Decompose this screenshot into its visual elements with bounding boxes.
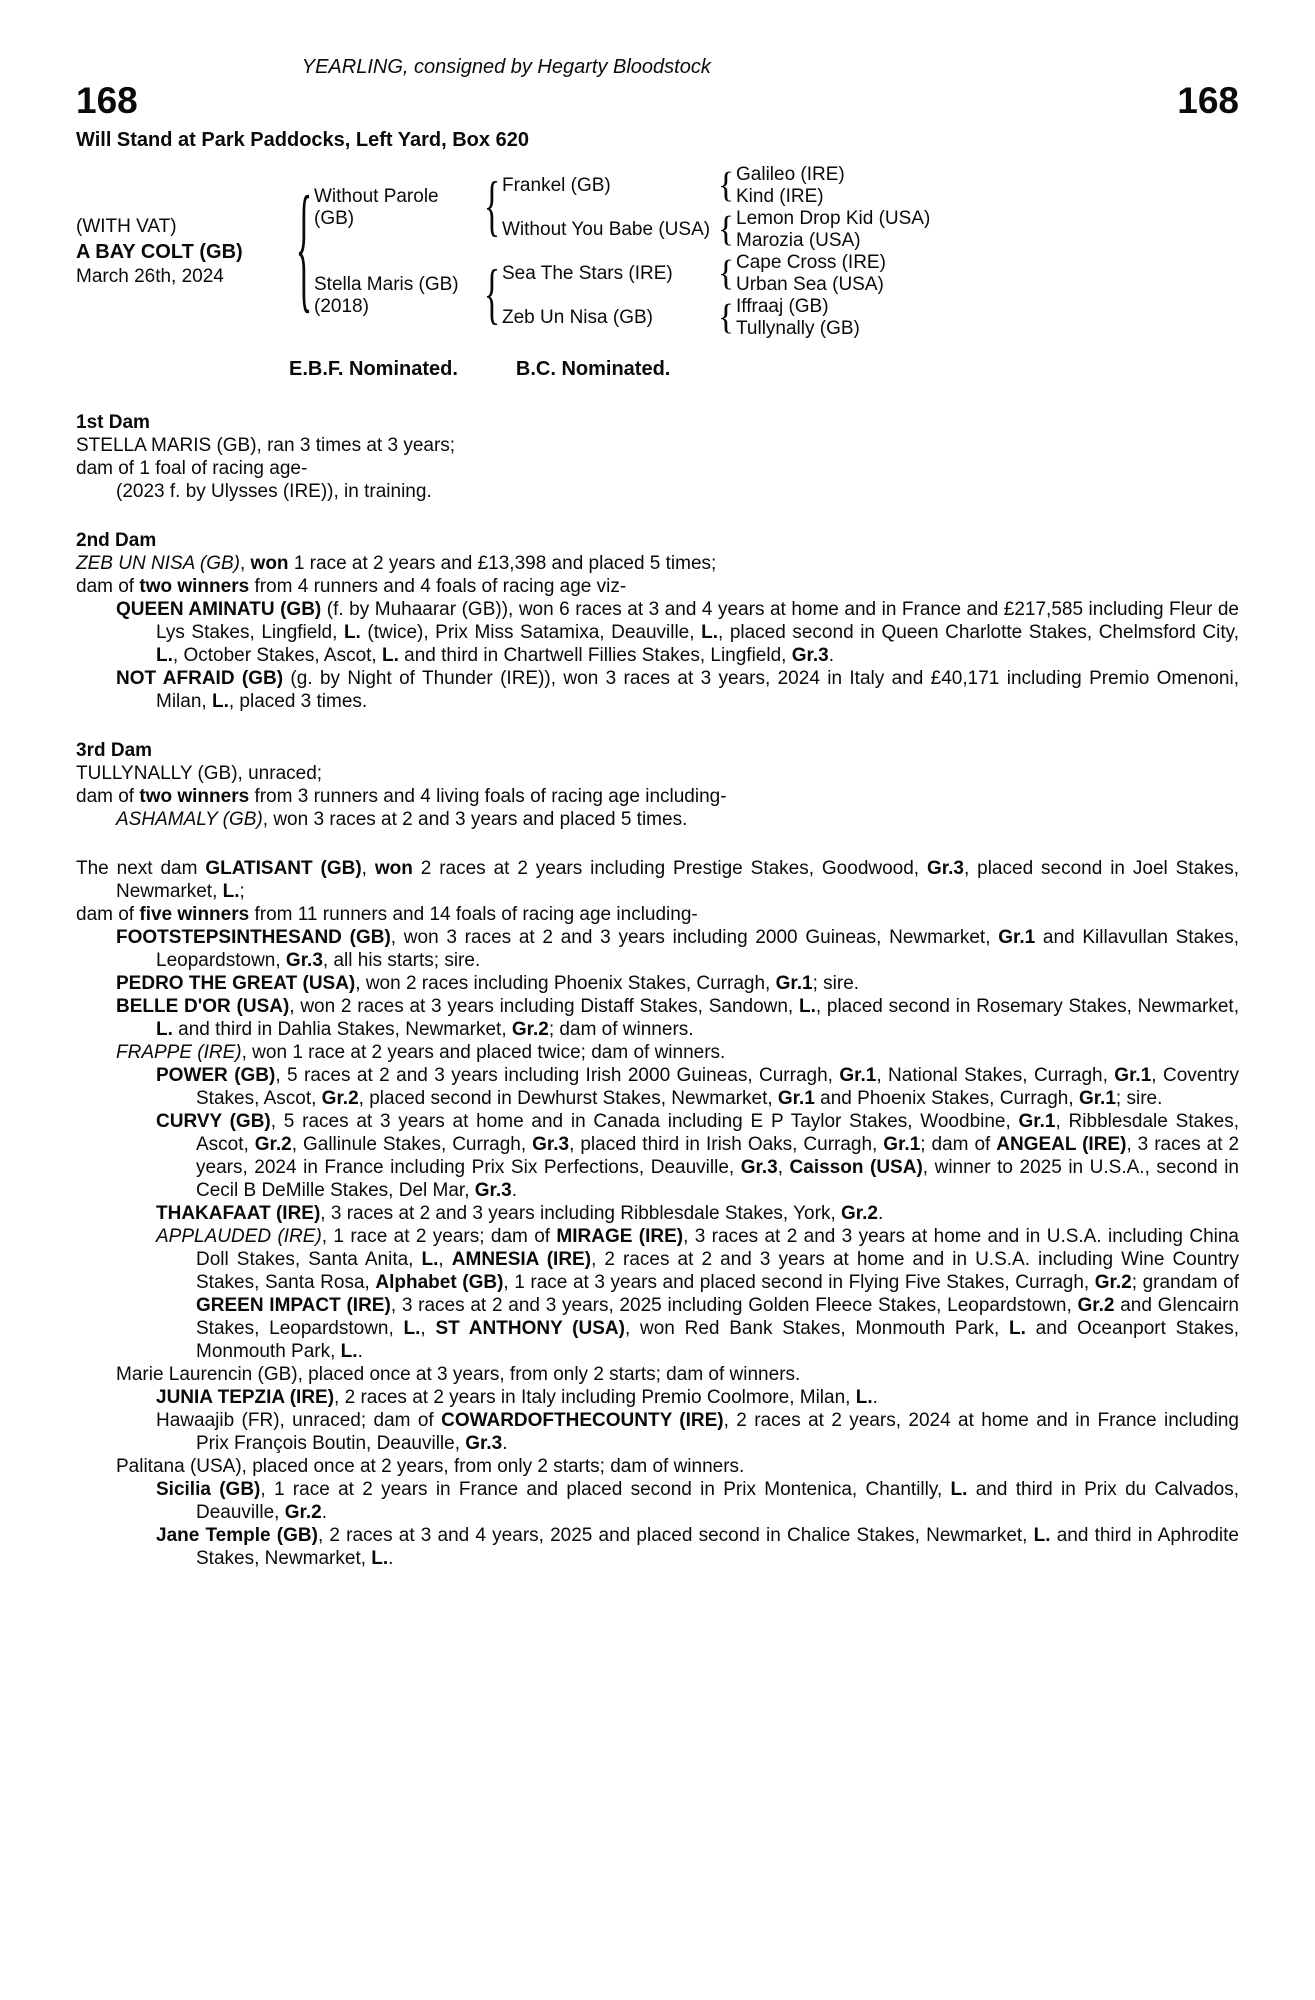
text-run: JUNIA TEPZIA (IRE): [156, 1387, 335, 1408]
text-run: , 5 races at 3 years at home and in Canada including E P Taylor Stakes, Woodbine,: [270, 1111, 1019, 1132]
catalogue-paragraph: [76, 1225, 1239, 1363]
text-run: Gr.3: [532, 1134, 570, 1155]
catalogue-paragraph: [76, 575, 1239, 598]
section-heading: 1st Dam: [76, 412, 150, 433]
text-run: The next dam: [76, 858, 206, 879]
text-run: L.: [421, 1249, 439, 1270]
text-run: NOT AFRAID (GB): [116, 668, 284, 689]
vat-note: (WITH VAT): [76, 216, 177, 237]
text-run: ,: [239, 553, 251, 574]
dam-dam-parents: [736, 296, 958, 340]
catalogue-paragraph: [76, 1524, 1239, 1570]
text-run: L.: [950, 1479, 968, 1500]
catalogue-paragraph: [76, 1064, 1239, 1110]
text-run: from 3 runners and 4 living foals of racing age including-: [249, 786, 727, 807]
catalogue-paragraph: [76, 785, 1239, 808]
text-run: and Killavullan Stakes, Leopardstown,: [156, 927, 1239, 971]
text-run: STELLA MARIS (GB), ran 3 times at 3 years;: [76, 435, 456, 456]
text-run: THAKAFAAT (IRE): [156, 1203, 321, 1224]
text-run: L.: [855, 1387, 873, 1408]
text-run: L.: [340, 1341, 358, 1362]
text-run: Gr.1: [998, 927, 1036, 948]
catalogue-paragraph: [76, 995, 1239, 1041]
sire-sire-parents: [736, 164, 958, 208]
subject-block: [76, 216, 294, 288]
text-run: , won 3 races at 2 and 3 years including 2000 Guineas, Newmarket,: [390, 927, 999, 948]
text-run: ; sire.: [812, 973, 860, 994]
catalogue-paragraph: [76, 457, 1239, 480]
catalogue-paragraph: [76, 857, 1239, 903]
sire-dam-sire: Lemon Drop Kid (USA): [736, 208, 931, 229]
text-run: Gr.2: [511, 1019, 549, 1040]
text-run: Sicilia (GB): [156, 1479, 261, 1500]
text-run: dam of 1 foal of racing age-: [76, 458, 308, 479]
text-run: , Coventry Stakes, Ascot,: [196, 1065, 1240, 1109]
catalogue-body: [76, 411, 1239, 1570]
sire-sire-sire: Galileo (IRE): [736, 164, 845, 185]
catalogue-paragraph: [76, 1386, 1239, 1409]
text-run: , Gallinule Stakes, Curragh,: [291, 1134, 533, 1155]
brace-sire-parents: {: [483, 170, 501, 244]
text-run: L.: [343, 622, 361, 643]
text-run: ASHAMALY (GB): [116, 809, 263, 830]
text-run: L.: [371, 1548, 389, 1569]
brace-dam-dam-parents: {: [717, 298, 735, 337]
pedigree-section: [76, 857, 1239, 1570]
text-run: QUEEN AMINATU (GB): [116, 599, 322, 620]
text-run: five winners: [139, 904, 250, 925]
bc-nominated-label: B.C. Nominated.: [515, 358, 671, 380]
text-run: dam of: [76, 576, 140, 597]
catalogue-paragraph: [76, 480, 1239, 503]
text-run: Gr.1: [775, 973, 813, 994]
text-run: .: [388, 1548, 394, 1569]
text-run: , won 2 races including Phoenix Stakes, Curragh,: [355, 973, 776, 994]
text-run: , 2 races at 3 and 4 years, 2025 and placed second in Chalice Stakes, Newmarket,: [317, 1525, 1034, 1546]
lot-number-left: 168: [76, 80, 138, 121]
text-run: Gr.3: [791, 645, 829, 666]
text-run: two winners: [139, 786, 250, 807]
brace-sire-dam-parents: {: [717, 210, 735, 249]
catalogue-paragraph: [76, 552, 1239, 575]
text-run: ;: [239, 881, 245, 902]
text-run: ,: [438, 1249, 452, 1270]
text-run: FOOTSTEPSINTHESAND (GB): [116, 927, 391, 948]
text-run: 1 race at 2 years and £13,398 and placed 5 times;: [288, 553, 717, 574]
text-run: ST ANTHONY (USA): [435, 1318, 625, 1339]
lot-number-right: 168: [1177, 80, 1239, 121]
catalogue-paragraph: [76, 808, 1239, 831]
text-run: , 5 races at 2 and 3 years including Irish 2000 Guineas, Curragh,: [275, 1065, 840, 1086]
text-run: , 2 races at 2 and 3 years at home and in U.S.A. including Wine Country Stakes, Santa Rosa,: [196, 1249, 1239, 1293]
text-run: GREEN IMPACT (IRE): [196, 1295, 391, 1316]
text-run: won: [250, 553, 289, 574]
text-run: , placed third in Irish Oaks, Curragh,: [569, 1134, 884, 1155]
text-run: , 1 race at 3 years and placed second in Flying Five Stakes, Curragh,: [503, 1272, 1095, 1293]
catalogue-paragraph: [76, 1478, 1239, 1524]
text-run: Gr.3: [474, 1180, 512, 1201]
text-run: , placed 3 times.: [228, 691, 368, 712]
catalogue-paragraph: [76, 1202, 1239, 1225]
dam-subtree: [314, 252, 958, 340]
text-run: Jane Temple (GB): [156, 1525, 318, 1546]
text-run: , winner to 2025 in U.S.A., second in Cecil B DeMille Stakes, Del Mar,: [196, 1157, 1239, 1201]
text-run: dam of: [76, 904, 140, 925]
text-run: Gr.1: [777, 1088, 815, 1109]
text-run: ; dam of winners.: [548, 1019, 694, 1040]
text-run: , 1 race at 2 years in France and placed second in Prix Montenica, Chantilly,: [260, 1479, 951, 1500]
text-run: GLATISANT (GB): [205, 858, 362, 879]
text-run: dam of: [76, 786, 140, 807]
nominations-row: [289, 358, 1239, 381]
text-run: and third in Chartwell Fillies Stakes, Lingfield,: [398, 645, 792, 666]
text-run: FRAPPE (IRE): [116, 1042, 242, 1063]
catalogue-paragraph: [76, 667, 1239, 713]
text-run: , 2 races at 2 years in Italy including Premio Coolmore, Milan,: [334, 1387, 856, 1408]
sire-dam-subtree: [502, 208, 958, 252]
sire-dam-parents: [736, 208, 958, 252]
text-run: , placed second in Rosemary Stakes, Newmarket,: [815, 996, 1239, 1017]
text-run: Gr.3: [740, 1157, 778, 1178]
text-run: , National Stakes, Curragh,: [876, 1065, 1115, 1086]
catalogue-paragraph: [76, 972, 1239, 995]
text-run: from 11 runners and 14 foals of racing age including-: [249, 904, 698, 925]
ebf-nominated-label: E.B.F. Nominated.: [289, 358, 458, 380]
text-run: , 1 race at 2 years; dam of: [321, 1226, 557, 1247]
text-run: L.: [211, 691, 229, 712]
text-run: Alphabet (GB): [375, 1272, 504, 1293]
dam-name: Stella Maris (GB) (2018): [314, 274, 459, 317]
catalogue-paragraph: [76, 762, 1239, 785]
sire-sire-name: Frankel (GB): [502, 175, 611, 196]
text-run: Gr.2: [321, 1088, 359, 1109]
text-run: from 4 runners and 4 foals of racing age viz-: [249, 576, 627, 597]
text-run: and third in Dahlia Stakes, Newmarket,: [172, 1019, 512, 1040]
text-run: PEDRO THE GREAT (USA): [116, 973, 356, 994]
text-run: .: [828, 645, 834, 666]
text-run: TULLYNALLY (GB), unraced;: [76, 763, 323, 784]
generation-1-column: [314, 164, 958, 340]
text-run: .: [511, 1180, 518, 1201]
dam-dam-sire: Iffraaj (GB): [736, 296, 829, 317]
text-run: L.: [1033, 1525, 1051, 1546]
sire-sire-dam: Kind (IRE): [736, 186, 824, 207]
text-run: , Ribblesdale Stakes, Ascot,: [196, 1111, 1239, 1155]
text-run: (f. by Muhaarar (GB)), won 6 races at 3 and 4 years at home and in France and £217,585 including Fleur de Lys Stakes, Lingfield,: [156, 599, 1239, 643]
text-run: ; grandam of: [1131, 1272, 1239, 1293]
text-run: ,: [361, 858, 375, 879]
catalogue-paragraph: [76, 1363, 1239, 1386]
text-run: Gr.2: [841, 1203, 878, 1224]
text-run: L.: [701, 622, 718, 643]
dam-parents-column: [502, 252, 958, 340]
text-run: ; dam of: [920, 1134, 997, 1155]
text-run: Gr.2: [284, 1502, 322, 1523]
dam-sire-sire: Cape Cross (IRE): [736, 252, 886, 273]
text-run: , placed second in Joel Stakes, Newmarket,: [116, 858, 1239, 902]
text-run: Gr.1: [839, 1065, 877, 1086]
catalogue-paragraph: [76, 1041, 1239, 1064]
text-run: COWARDOFTHECOUNTY (IRE): [441, 1410, 724, 1431]
pedigree-section: [76, 739, 1239, 831]
text-run: Gr.1: [1078, 1088, 1116, 1109]
text-run: Gr.3: [926, 858, 964, 879]
brace-dam-sire-parents: {: [717, 254, 735, 293]
text-run: Gr.1: [1114, 1065, 1152, 1086]
text-run: .: [357, 1341, 363, 1362]
text-run: Gr.1: [1018, 1111, 1056, 1132]
dam-sire-name: Sea The Stars (IRE): [502, 263, 673, 284]
text-run: 2 races at 2 years including Prestige Stakes, Goodwood,: [412, 858, 927, 879]
brace-generation-1: {: [295, 172, 313, 328]
text-run: and Phoenix Stakes, Curragh,: [814, 1088, 1079, 1109]
catalogue-paragraph: [76, 1455, 1239, 1478]
text-run: and Oceanport Stakes, Monmouth Park,: [196, 1318, 1239, 1362]
text-run: (twice), Prix Miss Satamixa, Deauville,: [360, 622, 702, 643]
text-run: L.: [156, 1019, 173, 1040]
subject-name: A BAY COLT (GB): [76, 241, 243, 263]
text-run: Gr.2: [254, 1134, 292, 1155]
text-run: , won 1 race at 2 years and placed twice; dam of winners.: [241, 1042, 726, 1063]
text-run: , won Red Bank Stakes, Monmouth Park,: [624, 1318, 1010, 1339]
consignor-line: YEARLING, consigned by Hegarty Bloodstock: [301, 56, 711, 78]
text-run: CURVY (GB): [156, 1111, 271, 1132]
text-run: .: [502, 1433, 508, 1454]
sire-subtree: [314, 164, 958, 252]
text-run: APPLAUDED (IRE): [156, 1226, 322, 1247]
catalogue-paragraph: [76, 926, 1239, 972]
text-run: and third in Prix du Calvados, Deauville,: [196, 1479, 1239, 1523]
text-run: , 3 races at 2 and 3 years, 2025 including Golden Fleece Stakes, Leopardstown,: [390, 1295, 1078, 1316]
catalogue-paragraph: [76, 1110, 1239, 1202]
text-run: MIRAGE (IRE): [556, 1226, 684, 1247]
text-run: , placed second in Queen Charlotte Stakes, Chelmsford City,: [717, 622, 1239, 643]
dam-dam-dam: Tullynally (GB): [736, 318, 860, 339]
pedigree-tree: [76, 164, 1239, 340]
dam-dam-name: Zeb Un Nisa (GB): [502, 307, 653, 328]
text-run: Marie Laurencin (GB), placed once at 3 years, from only 2 starts; dam of winners.: [116, 1364, 801, 1385]
catalogue-paragraph: [76, 1409, 1239, 1455]
text-run: , 3 races at 2 years, 2024 in France including Prix Six Perfections, Deauville,: [196, 1134, 1240, 1178]
text-run: Gr.2: [1077, 1295, 1115, 1316]
sire-parents-column: [502, 164, 958, 252]
text-run: .: [321, 1502, 327, 1523]
lot-number-row: [76, 81, 1239, 121]
text-run: , all his starts; sire.: [322, 950, 481, 971]
text-run: L.: [403, 1318, 421, 1339]
section-heading: 2nd Dam: [76, 530, 157, 551]
text-run: BELLE D'OR (USA): [116, 996, 290, 1017]
text-run: L.: [156, 645, 173, 666]
sire-dam-name: Without You Babe (USA): [502, 219, 711, 240]
text-run: , 3 races at 2 and 3 years including Ribblesdale Stakes, York,: [320, 1203, 841, 1224]
text-run: (g. by Night of Thunder (IRE)), won 3 races at 3 years, 2024 in Italy and £40,171 including Premio Omenoni, Milan,: [156, 668, 1239, 712]
text-run: two winners: [139, 576, 250, 597]
text-run: ,: [420, 1318, 436, 1339]
text-run: , placed second in Dewhurst Stakes, Newmarket,: [358, 1088, 778, 1109]
text-run: ZEB UN NISA (GB): [76, 553, 240, 574]
text-run: AMNESIA (IRE): [451, 1249, 592, 1270]
brace-dam-parents: {: [483, 258, 501, 332]
text-run: Gr.2: [1094, 1272, 1132, 1293]
catalogue-paragraph: [76, 598, 1239, 667]
text-run: , won 3 races at 2 and 3 years and placed 5 times.: [262, 809, 688, 830]
text-run: , October Stakes, Ascot,: [172, 645, 382, 666]
text-run: , 3 races at 2 and 3 years at home and in U.S.A. including China Doll Stakes, Santa Anita,: [196, 1226, 1239, 1270]
pedigree-section: [76, 529, 1239, 713]
text-run: and Glencairn Stakes, Leopardstown,: [196, 1295, 1240, 1339]
stand-location-line: Will Stand at Park Paddocks, Left Yard, Box 620: [76, 129, 529, 151]
text-run: Hawaajib (FR), unraced; dam of: [156, 1410, 442, 1431]
text-run: ANGEAL (IRE): [996, 1134, 1127, 1155]
dam-sire-parents: [736, 252, 958, 296]
text-run: .: [872, 1387, 878, 1408]
text-run: , 2 races at 2 years, 2024 at home and in France including Prix François Boutin, Deauville,: [196, 1410, 1239, 1454]
text-run: , won 2 races at 3 years including Distaff Stakes, Sandown,: [289, 996, 799, 1017]
text-run: Palitana (USA), placed once at 2 years, from only 2 starts; dam of winners.: [116, 1456, 745, 1477]
text-run: L.: [1009, 1318, 1026, 1339]
text-run: L.: [222, 881, 240, 902]
text-run: L.: [381, 645, 399, 666]
dam-sire-dam: Urban Sea (USA): [736, 274, 884, 295]
text-run: Gr.1: [883, 1134, 921, 1155]
text-run: (2023 f. by Ulysses (IRE)), in training.: [116, 481, 432, 502]
text-run: L.: [798, 996, 816, 1017]
section-heading: 3rd Dam: [76, 740, 153, 761]
text-run: Gr.3: [285, 950, 323, 971]
text-run: Caisson (USA): [789, 1157, 923, 1178]
text-run: and third in Aphrodite Stakes, Newmarket,: [196, 1525, 1239, 1569]
pedigree-section: [76, 411, 1239, 503]
text-run: .: [877, 1203, 884, 1224]
dam-dam-subtree: [502, 296, 958, 340]
catalogue-paragraph: [76, 903, 1239, 926]
brace-sire-sire-parents: {: [717, 166, 735, 205]
text-run: ,: [777, 1157, 790, 1178]
text-run: ; sire.: [1115, 1088, 1163, 1109]
sire-sire-subtree: [502, 164, 958, 208]
foaling-date: March 26th, 2024: [76, 266, 224, 287]
text-run: Gr.3: [465, 1433, 503, 1454]
sire-dam-dam: Marozia (USA): [736, 230, 861, 251]
text-run: won: [374, 858, 413, 879]
catalogue-paragraph: [76, 434, 1239, 457]
sire-name: Without Parole (GB): [314, 186, 439, 229]
dam-sire-subtree: [502, 252, 958, 296]
text-run: POWER (GB): [156, 1065, 276, 1086]
